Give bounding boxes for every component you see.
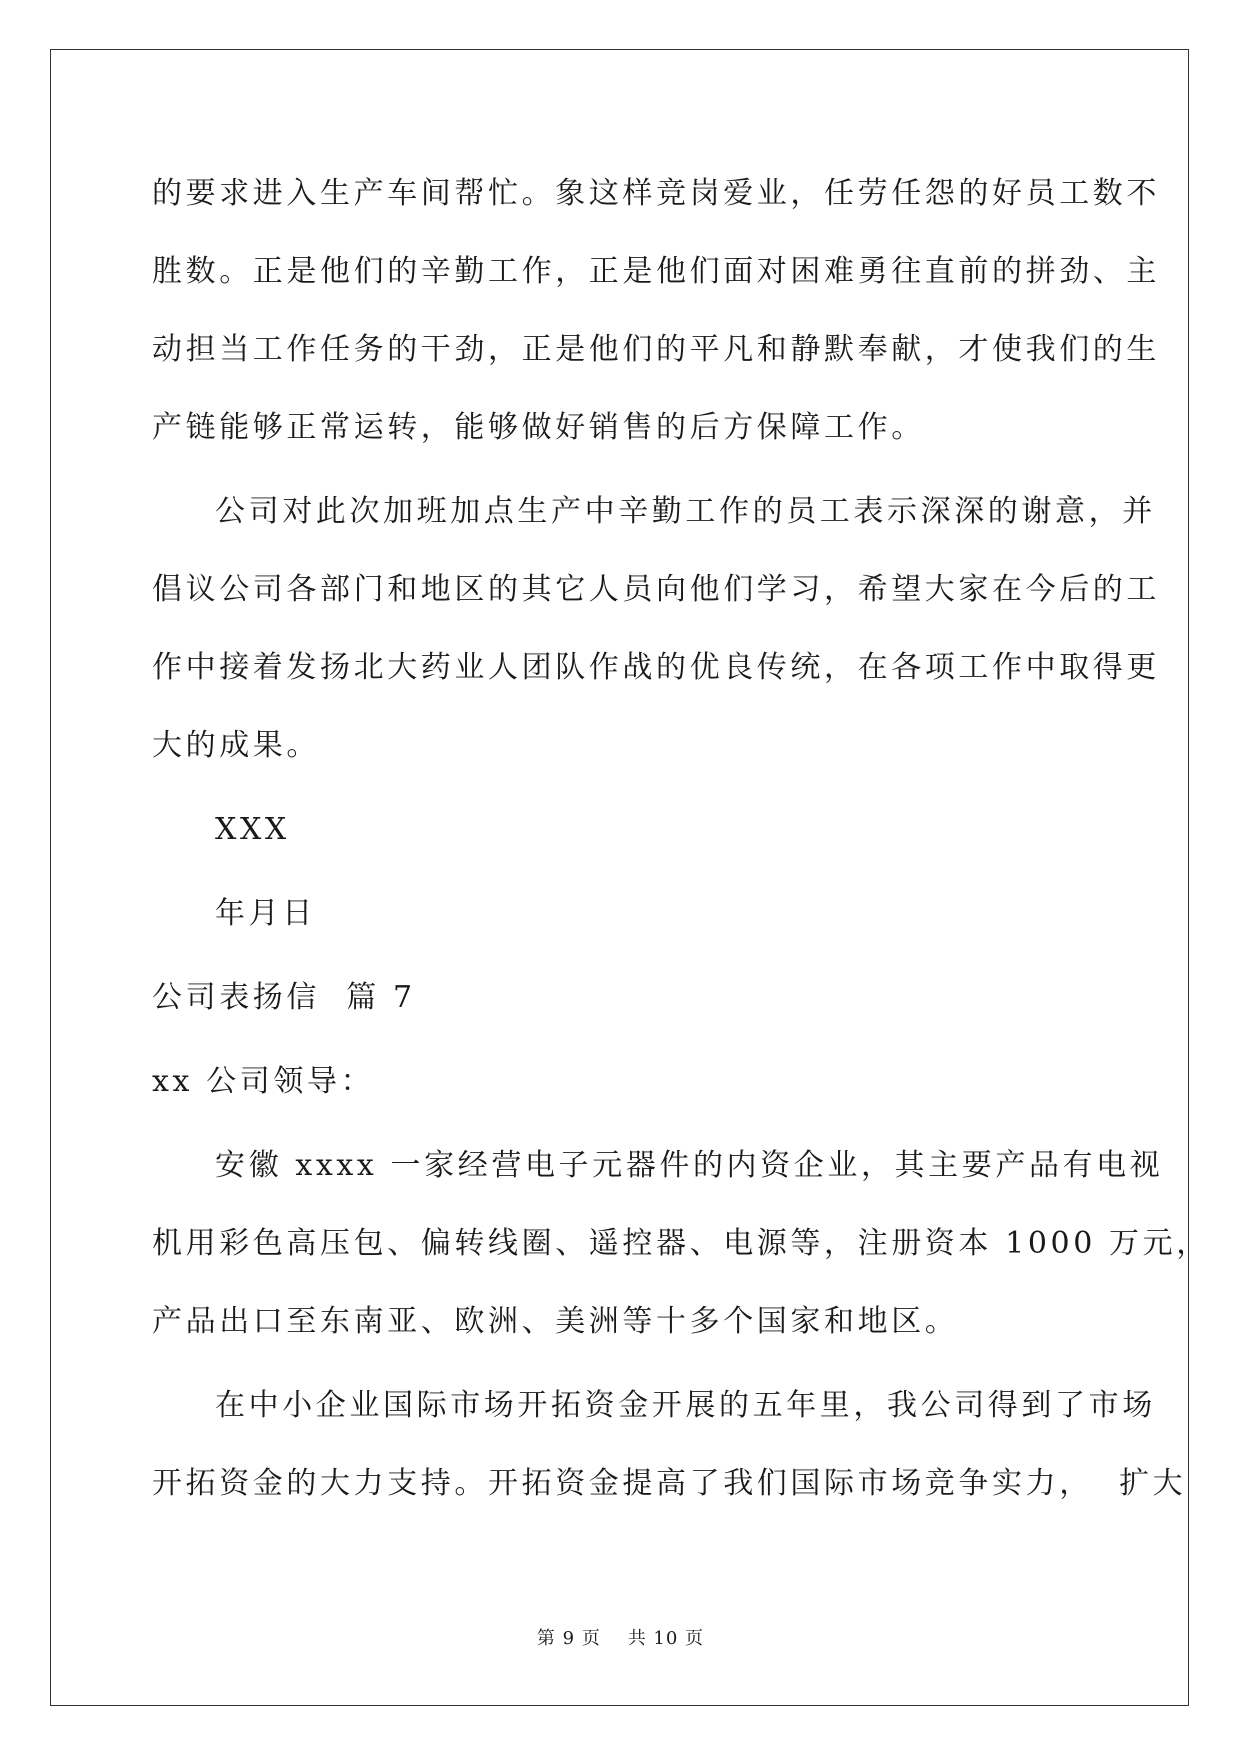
paragraph-line: 机用彩色高压包、偏转线圈、遥控器、电源等，注册资本 1000 万元， bbox=[152, 1226, 1210, 1261]
paragraph-line: 倡议公司各部门和地区的其它人员向他们学习，希望大家在今后的工 bbox=[152, 572, 1160, 607]
paragraph-line: 胜数。正是他们的辛勤工作，正是他们面对困难勇往直前的拼劲、主 bbox=[152, 254, 1160, 289]
paragraph-line: 产品出口至东南亚、欧洲、美洲等十多个国家和地区。 bbox=[152, 1304, 959, 1339]
paragraph-line: 的要求进入生产车间帮忙。象这样竞岗爱业，任劳任怨的好员工数不 bbox=[152, 176, 1160, 211]
section-heading: 公司表扬信 篇 7 bbox=[152, 980, 416, 1015]
paragraph-line: 作中接着发扬北大药业人团队作战的优良传统，在各项工作中取得更 bbox=[152, 650, 1160, 685]
salutation: xx 公司领导： bbox=[152, 1064, 375, 1099]
paragraph-line: 安徽 xxxx 一家经营电子元器件的内资企业，其主要产品有电视 bbox=[215, 1148, 1164, 1183]
paragraph-line: 开拓资金的大力支持。开拓资金提高了我们国际市场竞争实力， 扩大 bbox=[152, 1466, 1187, 1501]
paragraph-line: 产链能够正常运转，能够做好销售的后方保障工作。 bbox=[152, 410, 925, 445]
signature-name: XXX bbox=[215, 812, 290, 847]
page-number-footer: 第 9 页 共 10 页 bbox=[536, 1628, 705, 1649]
signature-date: 年月日 bbox=[215, 896, 316, 931]
document-body bbox=[152, 155, 1210, 1523]
paragraph-line: 公司对此次加班加点生产中辛勤工作的员工表示深深的谢意，并 bbox=[215, 494, 1156, 529]
paragraph-line: 动担当工作任务的干劲，正是他们的平凡和静默奉献，才使我们的生 bbox=[152, 332, 1160, 367]
paragraph-line: 大的成果。 bbox=[152, 728, 320, 763]
paragraph-line: 在中小企业国际市场开拓资金开展的五年里，我公司得到了市场 bbox=[215, 1388, 1156, 1423]
